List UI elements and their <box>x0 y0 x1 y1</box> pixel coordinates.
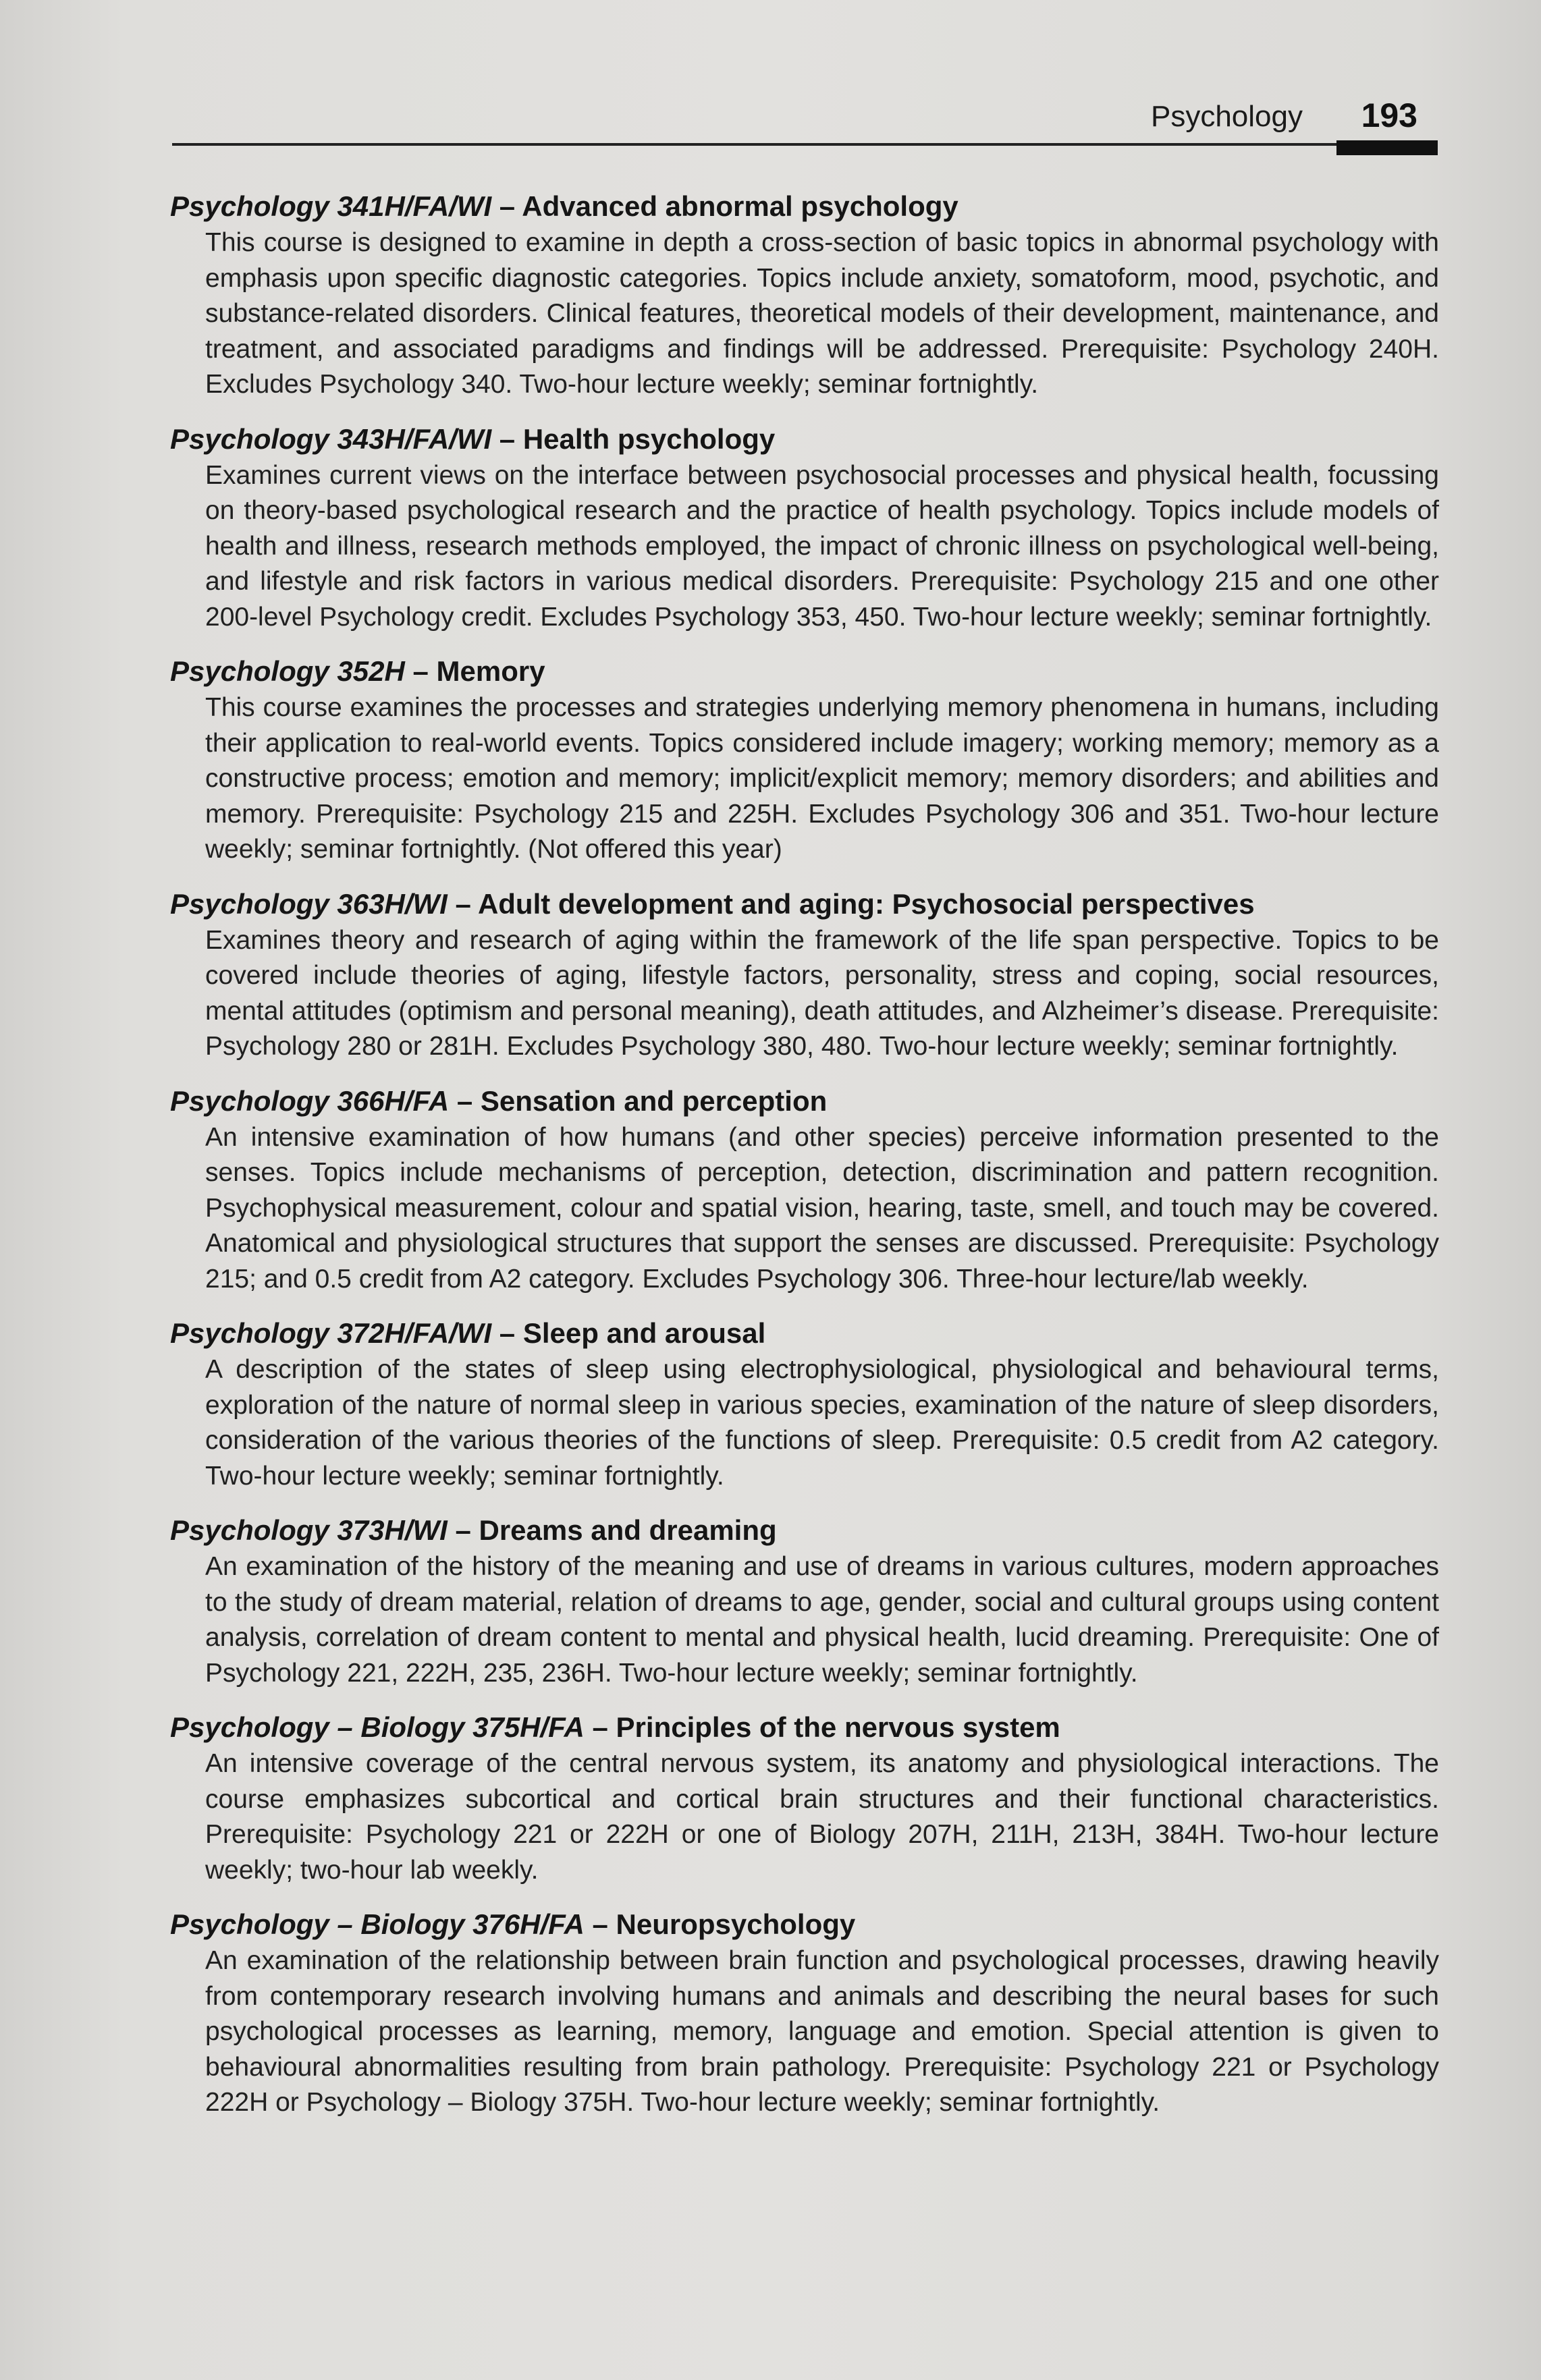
course-name: Neuropsychology <box>616 1908 856 1940</box>
title-separator: – <box>491 190 522 222</box>
title-separator: – <box>404 655 437 687</box>
title-separator: – <box>447 887 478 920</box>
course-description: This course is designed to examine in depth a cross-section of basic topics in abnormal psychology with emphasis upon specific diagnostic categories. Topics include anxiety, somatoform, mood, psychotic, and substance-related disorders. Clinical features, theoretical models of their development, maintenance, and treatment, and associated paradigms and findings will be addressed. Prerequisite: Psychology 240H. Excludes Psychology 340. Two-hour lecture weekly; seminar fortnightly. <box>205 228 1439 399</box>
course-description: An intensive examination of how humans (and other species) perceive information presented to the senses. Topics include mechanisms of perception, detection, discrimination and pattern recognition. Psychophysical measurement, colour and spatial vision, hearing, taste, smell, and touch may be covered. Anatomical and physiological structures that support the senses are discussed. Prerequisite: Psychology 215; and 0.5 credit from A2 category. Excludes Psychology 306. Three-hour lecture/lab weekly. <box>205 1122 1439 1294</box>
course-title <box>170 188 1439 225</box>
course-title <box>170 653 1439 690</box>
course-name: Dreams and dreaming <box>479 1514 777 1546</box>
course-name: Advanced abnormal psychology <box>522 190 958 222</box>
course-title <box>170 1314 1439 1352</box>
title-separator: – <box>584 1711 616 1743</box>
course-code: Psychology 352H <box>170 655 405 687</box>
title-separator: – <box>447 1514 479 1546</box>
course-description: A description of the states of sleep using electrophysiological, physiological and behavioural terms, exploration of the nature of normal sleep in various species, examination of the nature of sleep disorders, consideration of the various theories of the functions of sleep. Prerequisite: 0.5 credit from A2 category. Two-hour lecture weekly; seminar fortnightly. <box>205 1355 1439 1491</box>
course-entry <box>170 1314 1439 1494</box>
title-separator: – <box>584 1908 616 1940</box>
page-number: 193 <box>1361 96 1417 134</box>
course-entry <box>170 653 1439 868</box>
course-entry <box>170 420 1439 636</box>
title-separator: – <box>491 1317 523 1349</box>
page-header <box>172 93 1438 154</box>
course-entry <box>170 188 1439 403</box>
course-code: Psychology 341H/FA/WI <box>170 190 492 222</box>
course-name: Health psychology <box>522 422 776 455</box>
course-entry <box>170 885 1439 1065</box>
course-entry <box>170 1709 1439 1888</box>
course-code: Psychology 363H/WI <box>170 887 448 920</box>
running-head: Psychology <box>1150 100 1303 133</box>
course-description: An intensive coverage of the central nervous system, its anatomy and physiological interactions. The course emphasizes subcortical and cortical brain structures and their functional characteristics. Prerequisite: Psychology 221 or 222H or one of Biology 207H, 211H, 213H, 384H. Two-hour lecture weekly; two-hour lab weekly. <box>205 1749 1439 1885</box>
course-name: Sensation and perception <box>480 1084 828 1117</box>
course-name: Adult development and aging: Psychosocial perspectives <box>477 887 1255 920</box>
title-separator: – <box>449 1084 481 1117</box>
course-code: Psychology 366H/FA <box>170 1084 450 1117</box>
course-name: Sleep and arousal <box>522 1317 766 1349</box>
course-code: Psychology – Biology 375H/FA <box>170 1711 585 1743</box>
course-description: Examines theory and research of aging within the framework of the life span perspective. Topics to be covered include theories of aging, lifestyle factors, personality, stress and coping, social resources, mental attitudes (optimism and personal meaning), death attitudes, and Alzheimer’s disease. Prerequisite: Psychology 280 or 281H. Excludes Psychology 380, 480. Two-hour lecture weekly; seminar fortnightly. <box>205 925 1439 1061</box>
course-title <box>170 1512 1439 1549</box>
title-separator: – <box>491 422 523 455</box>
course-list <box>170 188 1439 2138</box>
course-description: An examination of the history of the meaning and use of dreams in various cultures, modern approaches to the study of dream material, relation of dreams to age, gender, social and cultural groups using content analysis, correlation of dream content to mental and physical health, lucid dreaming. Prerequisite: One of Psychology 221, 222H, 235, 236H. Two-hour lecture weekly; seminar fortnightly. <box>205 1552 1439 1688</box>
course-code: Psychology – Biology 376H/FA <box>170 1908 585 1940</box>
course-name: Principles of the nervous system <box>616 1711 1060 1743</box>
course-entry <box>170 1906 1439 2121</box>
course-name: Memory <box>436 655 545 687</box>
course-title <box>170 420 1439 458</box>
course-title <box>170 1709 1439 1746</box>
course-description: Examines current views on the interface between psychosocial processes and physical health, focussing on theory-based psychological research and the practice of health psychology. Topics include models of health and illness, research methods employed, the impact of chronic illness on psychological well-being, and lifestyle and risk factors in various medical disorders. Prerequisite: Psychology 215 and one other 200-level Psychology credit. Excludes Psychology 353, 450. Two-hour lecture weekly; seminar fortnightly. <box>205 460 1439 632</box>
course-code: Psychology 373H/WI <box>170 1514 448 1546</box>
course-title <box>170 885 1439 923</box>
course-code: Psychology 372H/FA/WI <box>170 1317 492 1349</box>
course-code: Psychology 343H/FA/WI <box>170 422 492 455</box>
course-entry <box>170 1082 1439 1298</box>
course-entry <box>170 1512 1439 1691</box>
course-description: This course examines the processes and strategies underlying memory phenomena in humans, including their application to real-world events. Topics considered include imagery; working memory; memory as a constructive process; emotion and memory; implicit/explicit memory; memory disorders; and abilities and memory. Prerequisite: Psychology 215 and 225H. Excludes Psychology 306 and 351. Two-hour lecture weekly; seminar fortnightly. (Not offered this year) <box>205 693 1439 864</box>
course-description: An examination of the relationship between brain function and psychological processes, drawing heavily from contemporary research involving humans and animals and describing the neural bases for such psychological processes as learning, memory, language and emotion. Special attention is given to behavioural abnormalities resulting from brain pathology. Prerequisite: Psychology 221 or Psychology 222H or Psychology – Biology 375H. Two-hour lecture weekly; seminar fortnightly. <box>205 1946 1439 2117</box>
header-tab-bar <box>1336 140 1438 155</box>
header-rule <box>172 143 1438 146</box>
course-title <box>170 1906 1439 1943</box>
course-title <box>170 1082 1439 1120</box>
